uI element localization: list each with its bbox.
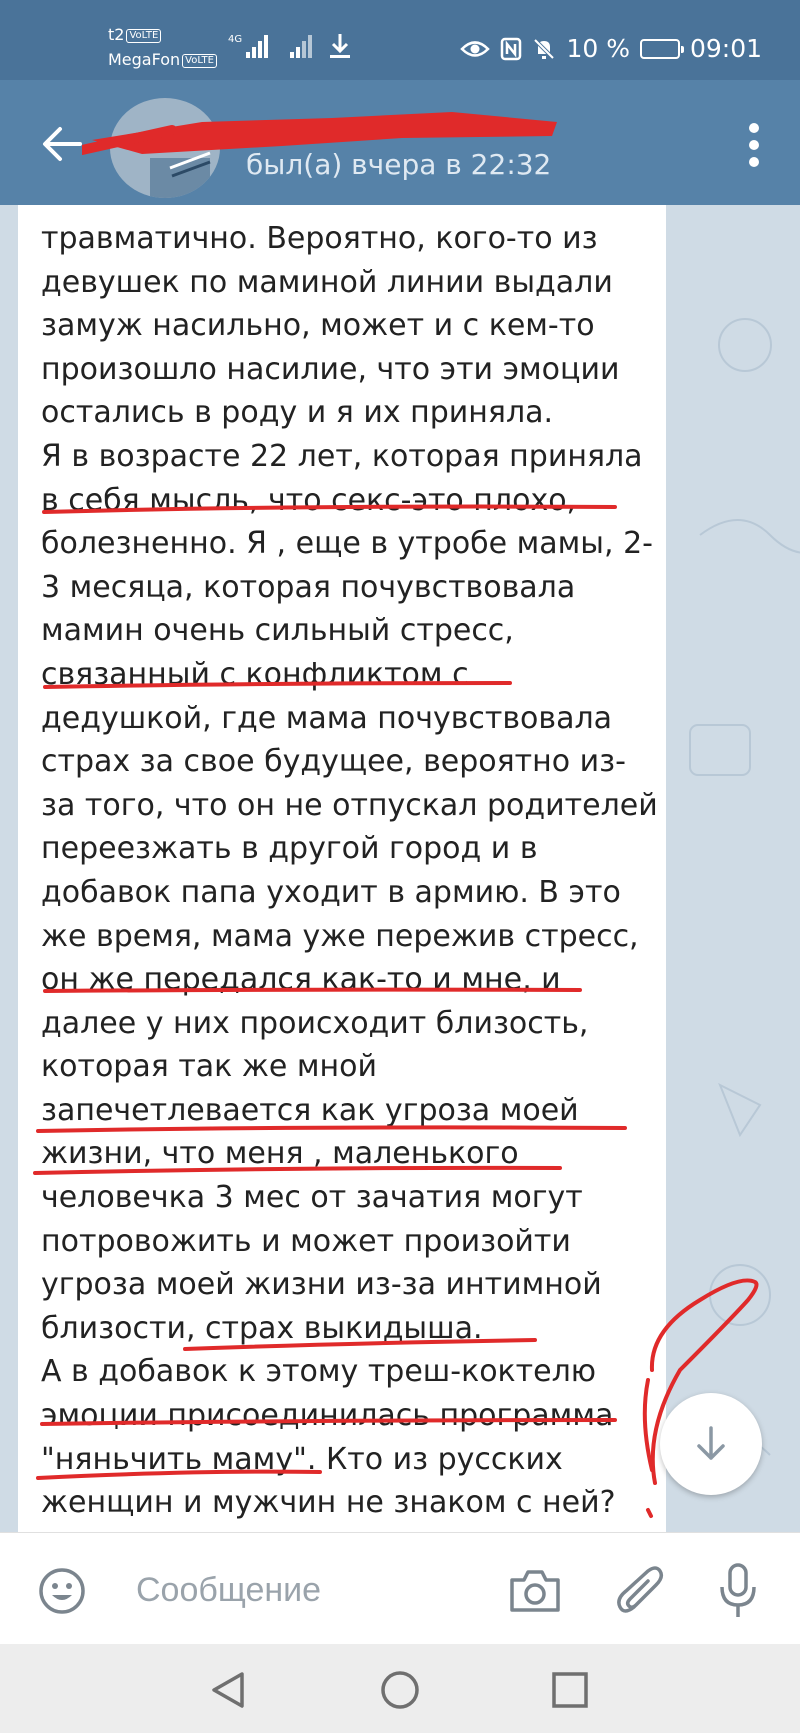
- network-type: 4G: [228, 34, 243, 45]
- eye-icon: [460, 38, 490, 60]
- message-text: травматично. Вероятно, кого-то из девушек по маминой линии выдали замуж насильно, может и с кем-то произошло насилие, что эти эмоции остались в роду и я их приняла. Я в возрасте 22 лет, которая приняла в себя мысль, что секс-это плохо, болезненно. Я , еще в утробе мамы, 2- 3 месяца, которая почувствовала мамин очень сильный стресс, связанный с конфликтом с дедушкой, где мама почувствовала страх за свое будущее, вероятно из- за того, что он не отпускал родителей переезжать в другой город и в добавок папа уходит в армию. В это же время, мама уже пережив стресс, он же передался как-то и мне, и далее у них происходит близость, которая так же мной запечетлевается как угроза моей жизни, что меня , маленького человечка 3 мес от зачатия могут потровожить и может произойти угроза моей жизни из-за интимной близости, страх выкидыша. А в добавок к этому треш-коктелю эмоции присоединилась программа "няньчить маму". Кто из русских женщин и мужчин не знаком с ней?: [41, 221, 658, 1521]
- system-nav-bar: [0, 1644, 800, 1733]
- signal-icon: [228, 30, 274, 62]
- carrier-info: [108, 22, 217, 72]
- message-composer: [0, 1532, 800, 1645]
- nav-home-icon[interactable]: [376, 1666, 424, 1714]
- more-vertical-icon[interactable]: [748, 122, 760, 168]
- download-icon: [326, 30, 354, 62]
- status-right: [460, 34, 762, 63]
- volte-badge: VoLTE: [126, 29, 161, 43]
- last-seen: был(а) вчера в 22:32: [246, 148, 552, 181]
- arrow-left-icon[interactable]: [40, 122, 84, 166]
- carrier-2: MegaFon: [108, 50, 181, 69]
- message-input[interactable]: [134, 1563, 498, 1617]
- smiley-icon[interactable]: [38, 1567, 86, 1615]
- status-bar: [0, 0, 800, 80]
- paperclip-icon[interactable]: [614, 1563, 666, 1619]
- nav-recents-icon[interactable]: [546, 1666, 594, 1714]
- signal-icon-2: [290, 30, 320, 62]
- mute-bell-icon: [532, 37, 556, 61]
- carrier-1: t2: [108, 25, 125, 44]
- nav-back-icon[interactable]: [204, 1666, 252, 1714]
- volte-badge-2: VoLTE: [182, 54, 217, 68]
- arrow-down-icon: [691, 1424, 731, 1464]
- scroll-down-button[interactable]: [660, 1393, 762, 1495]
- camera-icon[interactable]: [508, 1566, 562, 1614]
- microphone-icon[interactable]: [716, 1561, 760, 1621]
- nfc-icon: [500, 37, 522, 61]
- clock: 09:01: [689, 34, 762, 63]
- battery-icon: [640, 39, 680, 59]
- chat-area[interactable]: [0, 205, 800, 1532]
- battery-percent: 10 %: [566, 34, 630, 63]
- message-bubble[interactable]: [18, 205, 666, 1532]
- chat-header: [0, 80, 800, 205]
